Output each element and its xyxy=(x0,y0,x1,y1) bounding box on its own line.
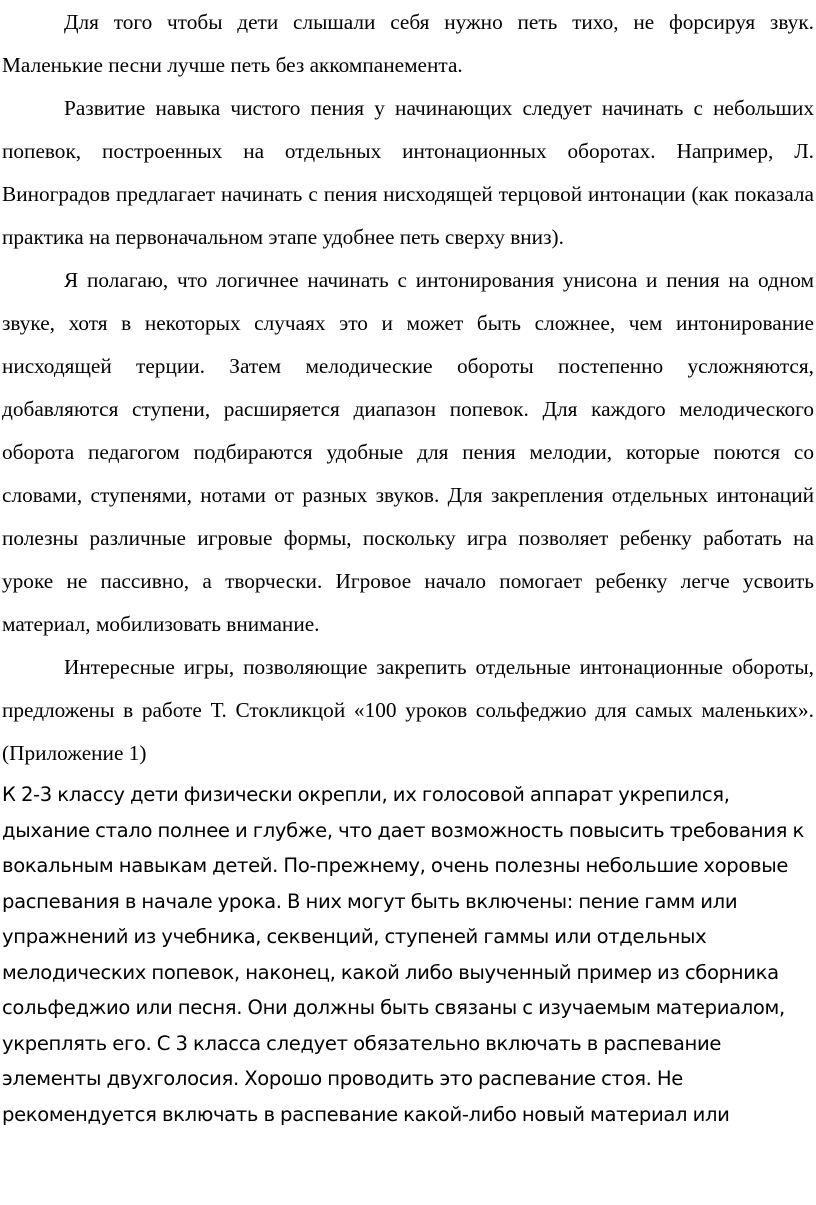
paragraph-4: Интересные игры, позволяющие закрепить отдельные интонационные обороты, предложены в работе Т. Стокликцой «100 уроков сольфеджио для самых маленьких». (Приложение 1) xyxy=(2,655,814,765)
sans-text-section xyxy=(2,775,814,1132)
serif-text-section xyxy=(2,0,814,775)
paragraph-1: Для того чтобы дети слышали себя нужно петь тихо, не форсируя звук. Маленькие песни лучше петь без аккомпанемента. xyxy=(2,10,814,77)
paragraph-2: Развитие навыка чистого пения у начинающих следует начинать с небольших попевок, построенных на отдельных интонационных оборотах. Например, Л. Виноградов предлагает начинать с пения нисходящей терцовой интонации (как показала практика на первоначальном этапе удобнее петь сверху вниз). xyxy=(2,96,814,249)
paragraph-3: Я полагаю, что логичнее начинать с интонирования унисона и пения на одном звуке, хотя в некоторых случаях это и может быть сложнее, чем интонирование нисходящей терции. Затем мелодические обороты постепенно усложняются, добавляются ступени, расширяется диапазон попевок. Для каждого мелодического оборота педагогом подбираются удобные для пения мелодии, которые поются со словами, ступенями, нотами от разных звуков. Для закрепления отдельных интонаций полезны различные игровые формы, поскольку игра позволяет ребенку работать на уроке не пассивно, а творчески. Игровое начало помогает ребенку легче усвоить материал, мобилизовать внимание. xyxy=(2,268,814,636)
paragraph-5: К 2-3 классу дети физически окрепли, их голосовой аппарат укрепился, дыхание стало полнее и глубже, что дает возможность повысить требования к вокальным навыкам детей. По-прежнему, очень полезны небольшие хоровые распевания в начале урока. В них могут быть включены: пение гамм или упражнений из учебника, секвенций, ступеней гаммы или отдельных мелодических попевок, наконец, какой либо выученный пример из сборника сольфеджио или песня. Они должны быть связаны с изучаемым материалом, укреплять его. С 3 класса следует обязательно включать в распевание элементы двухголосия. Хорошо проводить это распевание стоя. Не рекомендуется включать в распевание какой-либо новый материал или xyxy=(2,783,804,1126)
